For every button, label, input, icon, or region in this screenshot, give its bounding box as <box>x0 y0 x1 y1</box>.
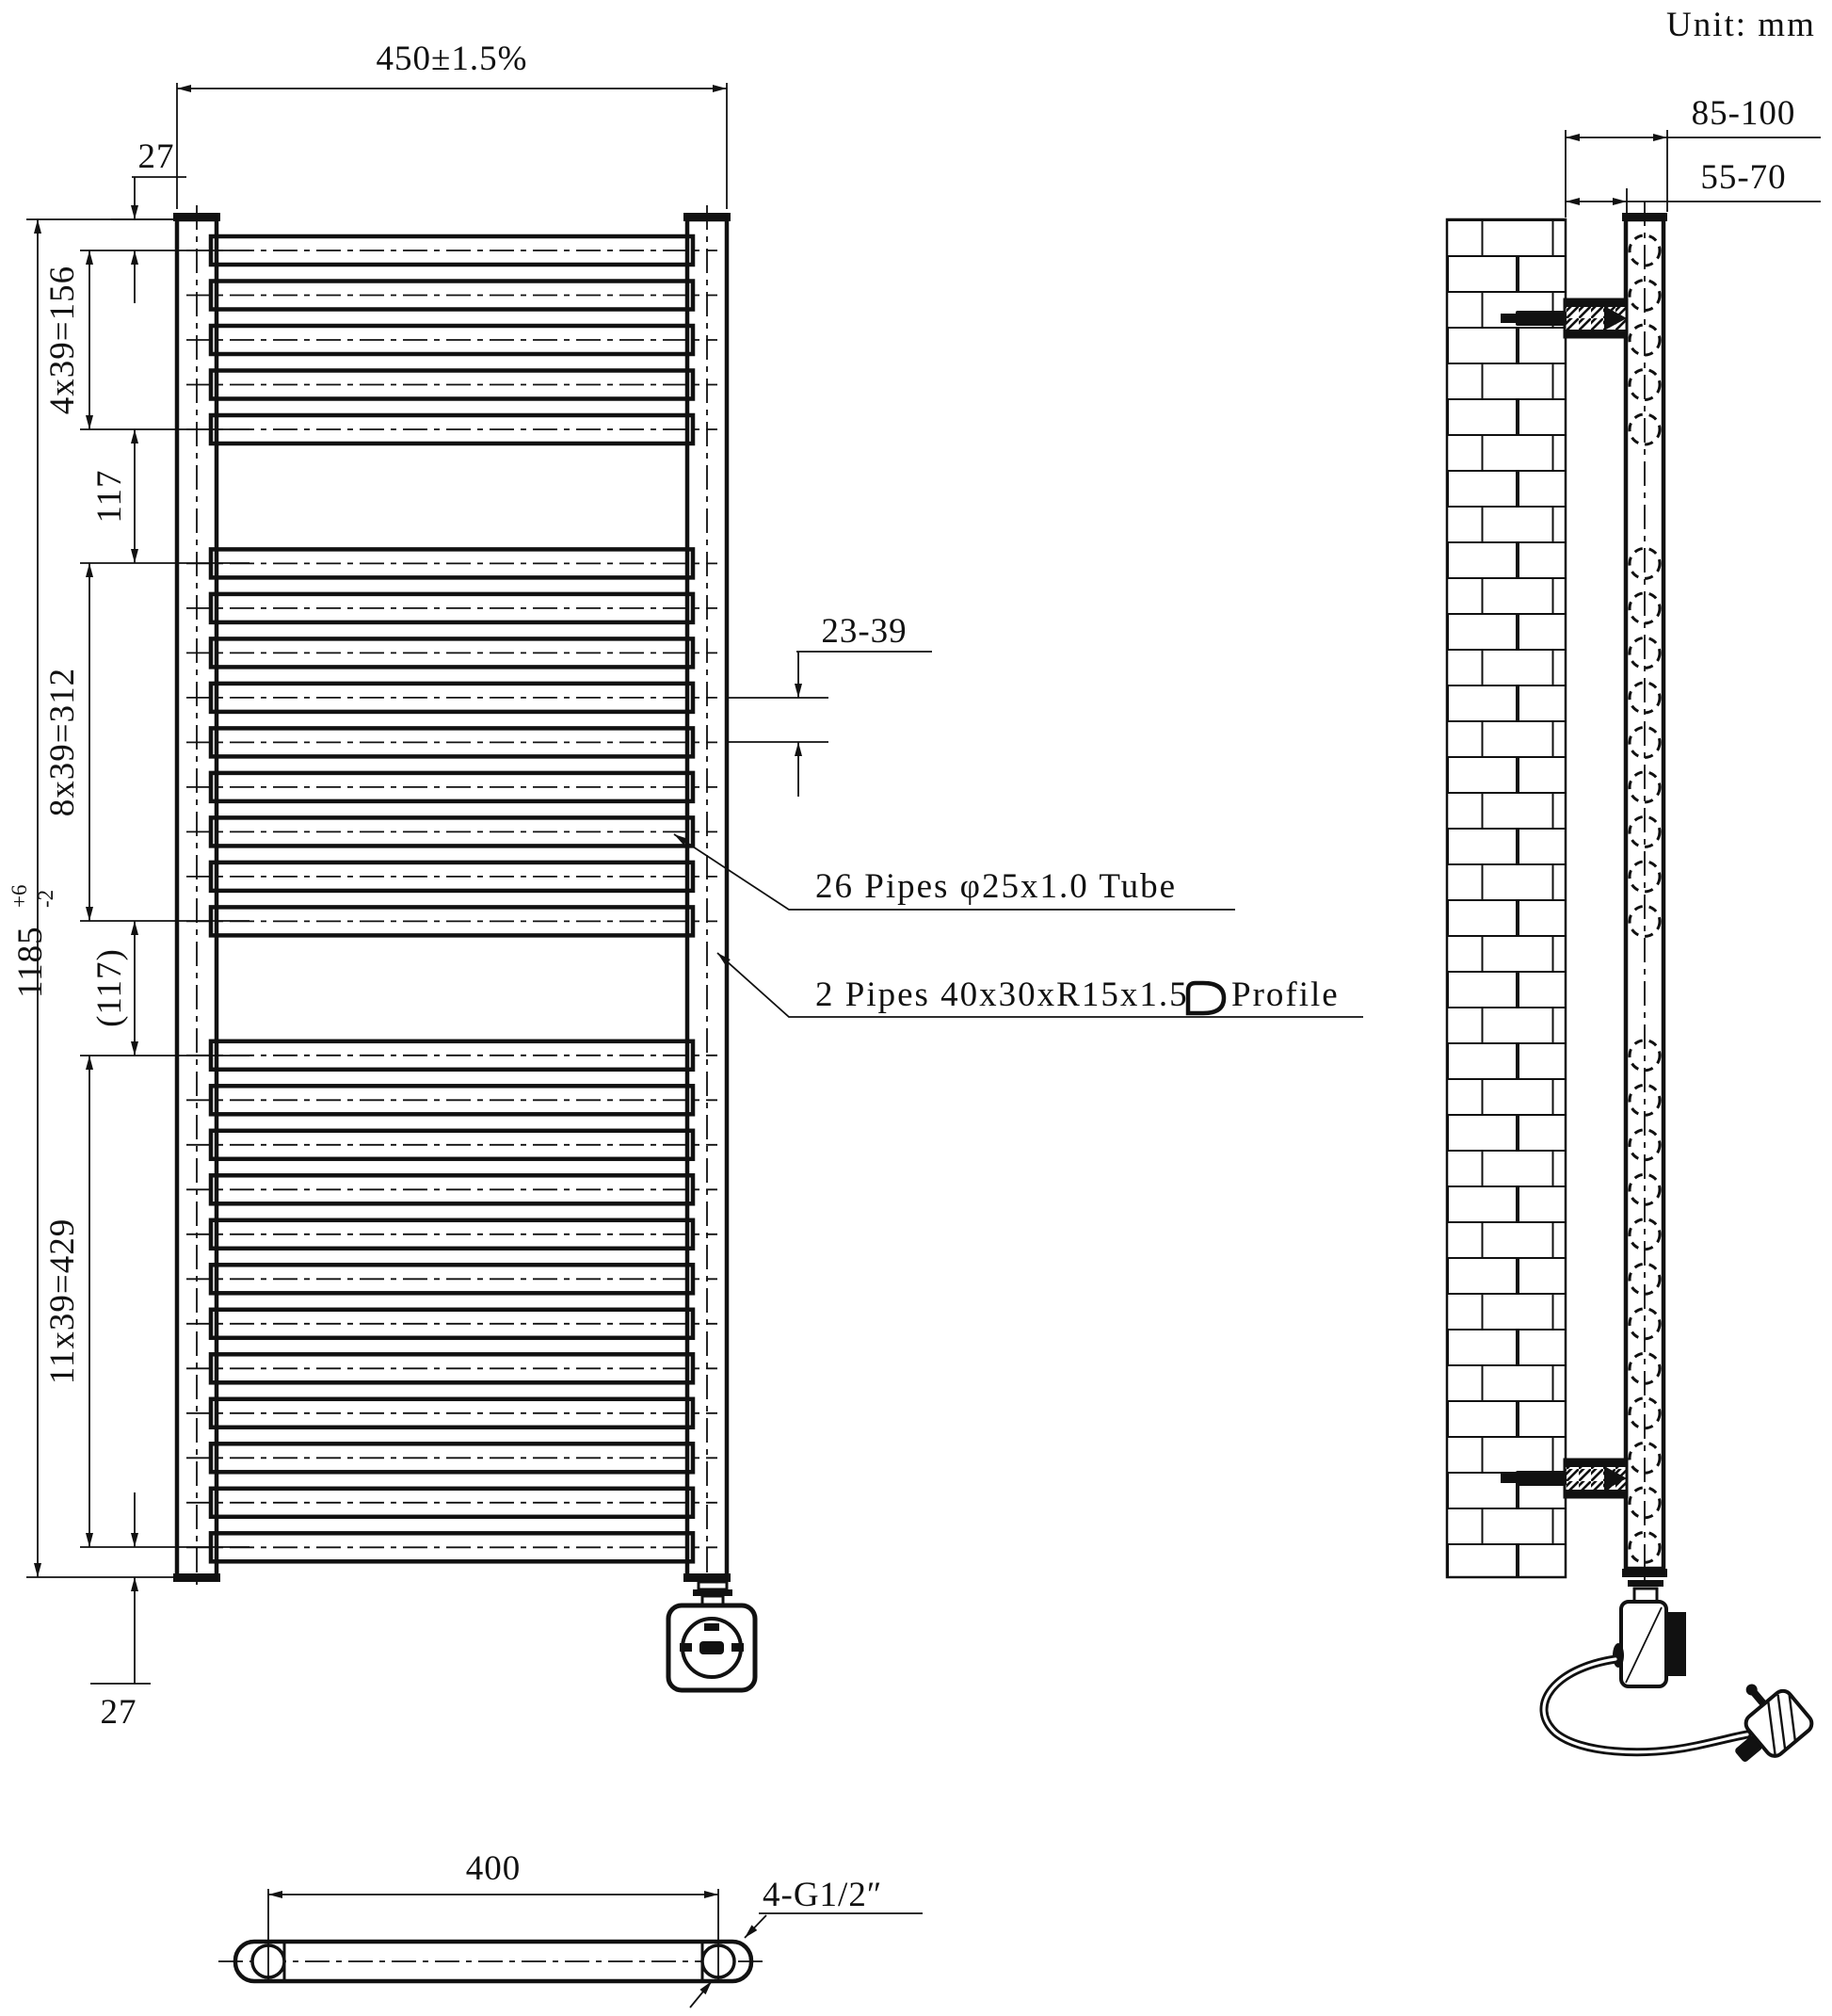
cross-pipes <box>186 236 717 1561</box>
side-rail-bottom-cap <box>1622 1569 1667 1577</box>
dim-port-spacing: 400 <box>465 1849 522 1888</box>
dim-width-group <box>177 40 727 209</box>
bracket-bolt-top <box>1516 311 1567 326</box>
dim-group2: 8x39=312 <box>43 667 82 817</box>
wall <box>1447 219 1566 1577</box>
dim-height: 1185 <box>11 926 50 998</box>
left-rail-top-cap <box>173 213 220 221</box>
note-pipes-group <box>674 834 1235 910</box>
dim-group3: 11x39=429 <box>43 1218 82 1385</box>
note-pipes: 26 Pipes φ25x1.0 Tube <box>815 867 1178 906</box>
heating-element-side <box>1613 1580 1686 1686</box>
left-rail-bottom-cap <box>173 1573 220 1582</box>
bottom-view <box>218 1849 923 2008</box>
right-rail-top-cap <box>683 213 731 221</box>
dim-wall-outer: 85-100 <box>1691 94 1796 133</box>
dim-gap2: (117) <box>90 948 129 1027</box>
dim-side-group <box>1566 94 1821 218</box>
dim-gap1: 117 <box>90 469 129 524</box>
dim-width: 450±1.5% <box>376 40 528 78</box>
profile-shape-icon <box>1188 983 1224 1013</box>
dim-bottom-offset: 27 <box>100 1693 137 1732</box>
dim-height-group <box>8 885 57 998</box>
element-control-box <box>1665 1612 1686 1676</box>
front-view <box>8 40 1363 1732</box>
note-thread: 4-G1/2″ <box>763 1876 883 1914</box>
note-profile-prefix: 2 Pipes 40x30xR15x1.5 <box>815 976 1189 1014</box>
side-rail-top-cap <box>1622 213 1667 221</box>
dim-top-offset: 27 <box>137 137 175 176</box>
dim-pitch-range: 23-39 <box>821 612 908 651</box>
bracket-bolt-bottom <box>1516 1471 1567 1486</box>
dim-wall-inner: 55-70 <box>1700 158 1787 197</box>
unit-label: Unit: mm <box>1666 6 1816 44</box>
dim-pitch-group <box>727 612 932 797</box>
power-plug <box>1708 1669 1815 1776</box>
note-profile-group <box>717 953 1363 1017</box>
dim-height-lower-tol: -2 <box>34 889 57 908</box>
side-view <box>1447 94 1821 1776</box>
note-profile-suffix: Profile <box>1231 976 1340 1014</box>
dim-height-upper-tol: +6 <box>8 884 31 908</box>
dim-group1: 4x39=156 <box>43 265 82 415</box>
heating-element-front <box>668 1582 755 1690</box>
